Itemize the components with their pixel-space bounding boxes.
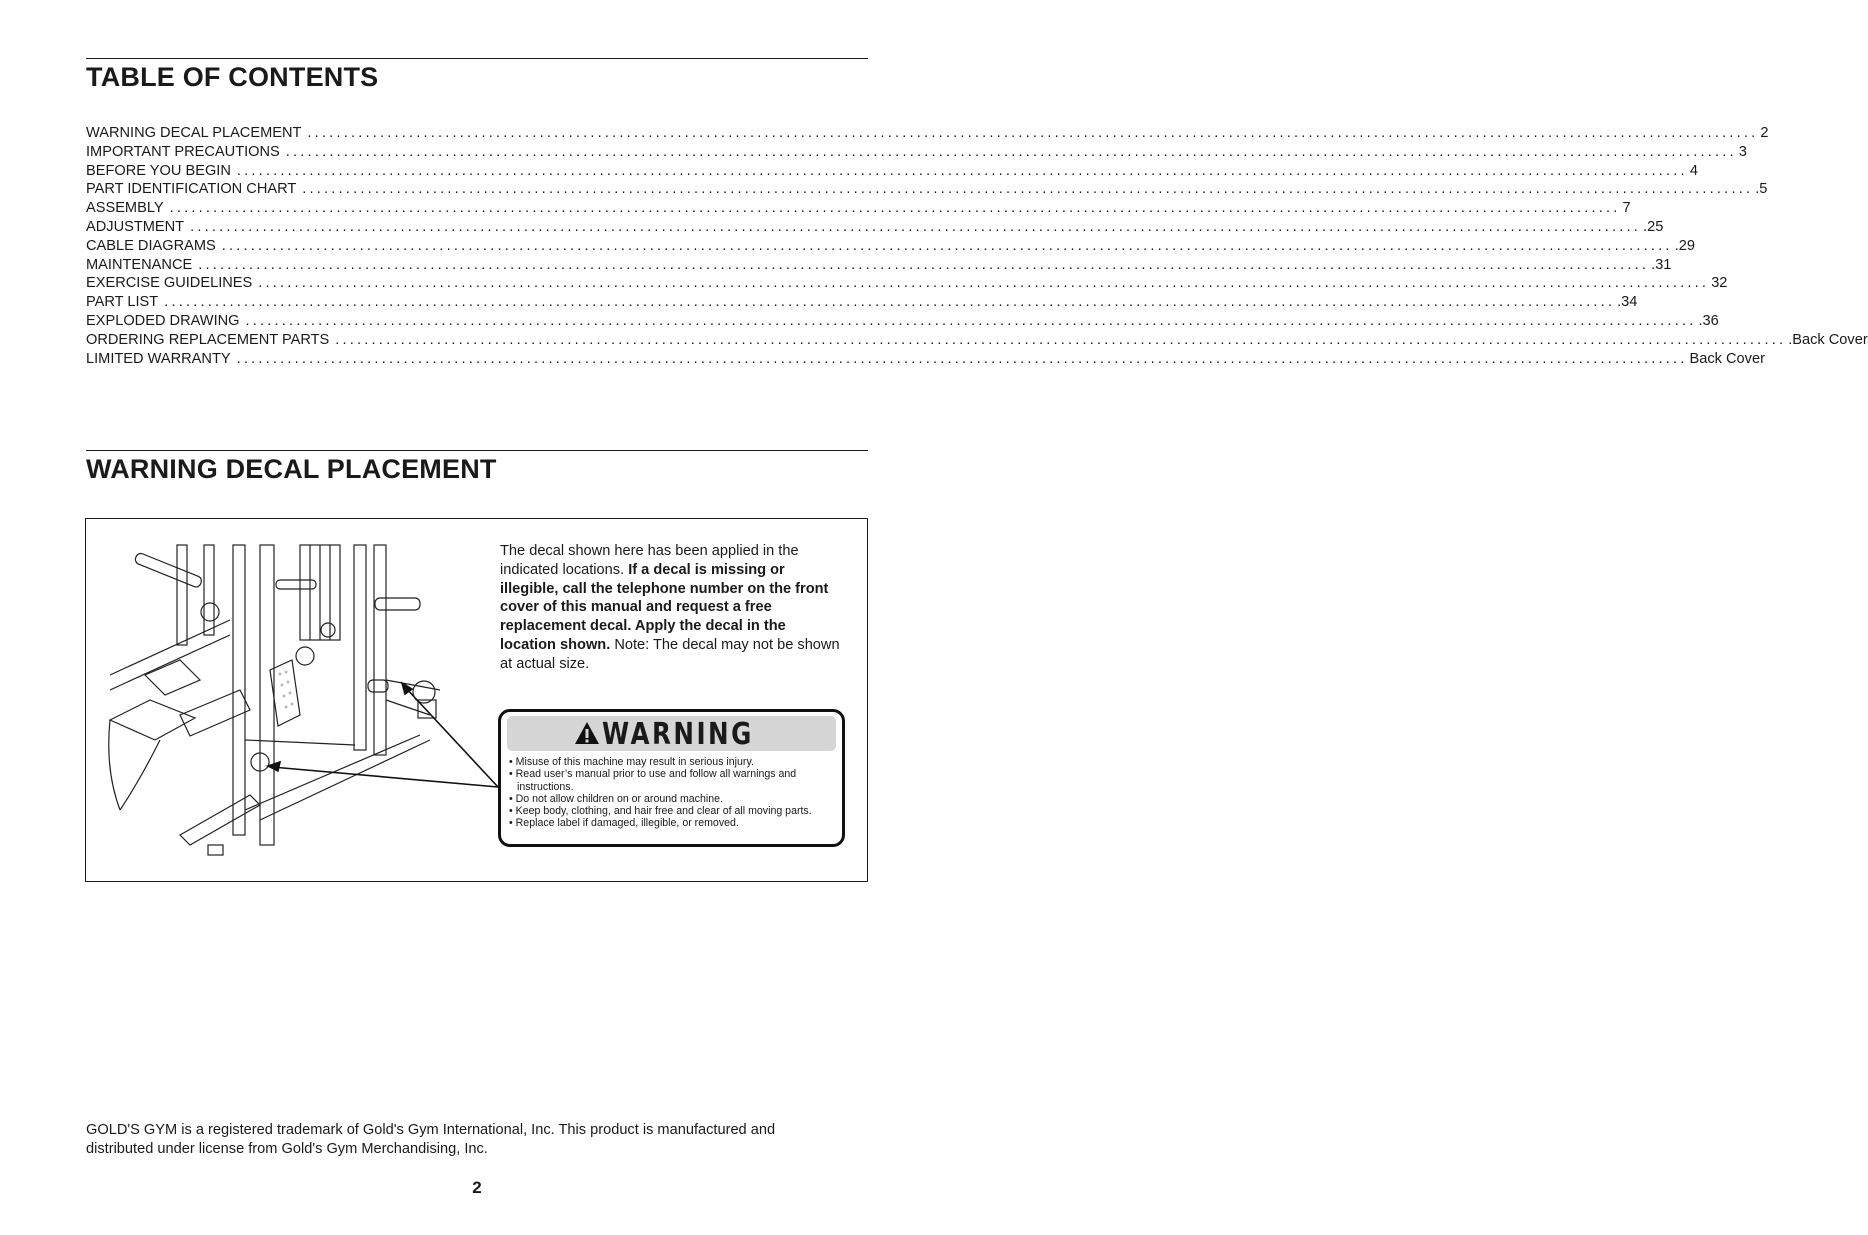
- toc-entry-page: 2: [1760, 125, 1769, 141]
- toc-entry-page: .25: [1643, 218, 1664, 235]
- warning-triangle-icon: [574, 721, 600, 745]
- toc-entry-label: IMPORTANT PRECAUTIONS: [86, 143, 280, 160]
- decal-section-title: WARNING DECAL PLACEMENT: [86, 454, 497, 484]
- toc-entry-page: Back Cover: [1689, 350, 1765, 367]
- toc-entry: [86, 199, 1631, 218]
- toc-leader-dots: ........................................................................................................................................................................................................: [245, 312, 1697, 329]
- toc-entry: [86, 237, 1695, 256]
- toc-entry-label: BEFORE YOU BEGIN: [86, 162, 231, 179]
- intro-note: Note: The decal may not be shown at actual size.: [500, 636, 840, 672]
- toc-leader-dots: ........................................................................................................................................................................................................: [335, 331, 1787, 348]
- toc-entry-label: WARNING DECAL PLACEMENT: [86, 125, 302, 141]
- toc-leader-dots: ........................................................................................................................................................................................................: [285, 143, 1737, 160]
- toc-entry: [86, 256, 1672, 275]
- warning-item: • Read user’s manual prior to use and follow all warnings and instructions.: [509, 768, 797, 793]
- toc-entry-label: MAINTENANCE: [86, 256, 193, 273]
- toc-entry-page: .Back Cover: [1788, 331, 1868, 348]
- toc-entry-page: .34: [1617, 294, 1638, 311]
- warning-item: • Do not allow children on or around machine.: [509, 792, 723, 805]
- intro-text: The decal shown here has been applied in the indicated locations.: [500, 543, 799, 578]
- toc-entry-page: .36: [1698, 312, 1719, 329]
- toc-leader-dots: ........................................................................................................................................................................................................: [169, 200, 1621, 217]
- toc-entry-page: 4: [1689, 162, 1698, 179]
- toc-entry: [86, 143, 1747, 162]
- toc-entry: [86, 124, 1769, 143]
- toc-leader-dots: ........................................................................................................................................................................................................: [307, 125, 1759, 141]
- toc-leader-dots: ........................................................................................................................................................................................................: [164, 294, 1616, 311]
- warning-header: [507, 716, 836, 751]
- machine-illustration: [100, 540, 500, 870]
- toc-leader-dots: ........................................................................................................................................................................................................: [198, 256, 1650, 273]
- toc-entry-label: CABLE DIAGRAMS: [86, 237, 216, 254]
- toc-list: [86, 124, 1868, 368]
- toc-entry-label: LIMITED WARRANTY: [86, 350, 231, 367]
- toc-entry-page: 32: [1711, 275, 1728, 292]
- warning-title: WARNING: [602, 717, 754, 752]
- toc-entry-page: 7: [1622, 200, 1631, 217]
- toc-entry: [86, 350, 1765, 369]
- warning-item: • Keep body, clothing, and hair free and clear of all moving parts.: [509, 805, 812, 818]
- toc-leader-dots: ........................................................................................................................................................................................................: [190, 218, 1642, 235]
- section-rule: [86, 450, 868, 451]
- toc-leader-dots: ........................................................................................................................................................................................................: [302, 181, 1754, 198]
- toc-entry: [86, 162, 1698, 181]
- warning-item: • Misuse of this machine may result in serious injury.: [509, 756, 754, 768]
- toc-entry: [86, 274, 1728, 293]
- toc-entry-label: ADJUSTMENT: [86, 218, 185, 235]
- toc-entry: [86, 218, 1664, 237]
- toc-entry-page: .31: [1651, 256, 1672, 273]
- warning-decal: [498, 709, 845, 847]
- toc-entry-label: ORDERING REPLACEMENT PARTS: [86, 331, 330, 348]
- toc-entry: [86, 293, 1638, 312]
- toc-entry-label: EXPLODED DRAWING: [86, 312, 240, 329]
- toc-leader-dots: ........................................................................................................................................................................................................: [221, 237, 1673, 254]
- toc-entry-label: EXERCISE GUIDELINES: [86, 275, 253, 292]
- toc-title: TABLE OF CONTENTS: [86, 62, 379, 92]
- toc-entry-label: PART IDENTIFICATION CHART: [86, 181, 297, 198]
- decal-instructions: [500, 542, 840, 674]
- toc-entry-page: 3: [1738, 143, 1747, 160]
- toc-entry: [86, 331, 1868, 350]
- toc-entry-label: PART LIST: [86, 294, 159, 311]
- toc-entry-page: .5: [1755, 181, 1768, 198]
- page-number: 2: [472, 1178, 482, 1197]
- toc-entry: [86, 312, 1719, 331]
- toc-entry: [86, 180, 1768, 199]
- toc-entry-label: ASSEMBLY: [86, 200, 164, 217]
- toc-entry-page: .29: [1674, 237, 1695, 254]
- intro-bold-text: If a decal is missing or illegible, call the telephone number on the front cover of this manual and request a free replacement decal. Apply the decal in the location shown.: [500, 561, 829, 653]
- toc-leader-dots: ........................................................................................................................................................................................................: [236, 162, 1688, 179]
- warning-items: [509, 756, 837, 830]
- warning-item: • Replace label if damaged, illegible, or removed.: [509, 817, 739, 830]
- toc-leader-dots: ........................................................................................................................................................................................................: [236, 350, 1688, 367]
- trademark-notice: GOLD'S GYM is a registered trademark of Gold's Gym International, Inc. This product is manufactured and distributed under license from Gold's Gym Merchandising, Inc.: [86, 1122, 776, 1157]
- top-rule: [86, 58, 868, 59]
- toc-leader-dots: ........................................................................................................................................................................................................: [258, 275, 1710, 292]
